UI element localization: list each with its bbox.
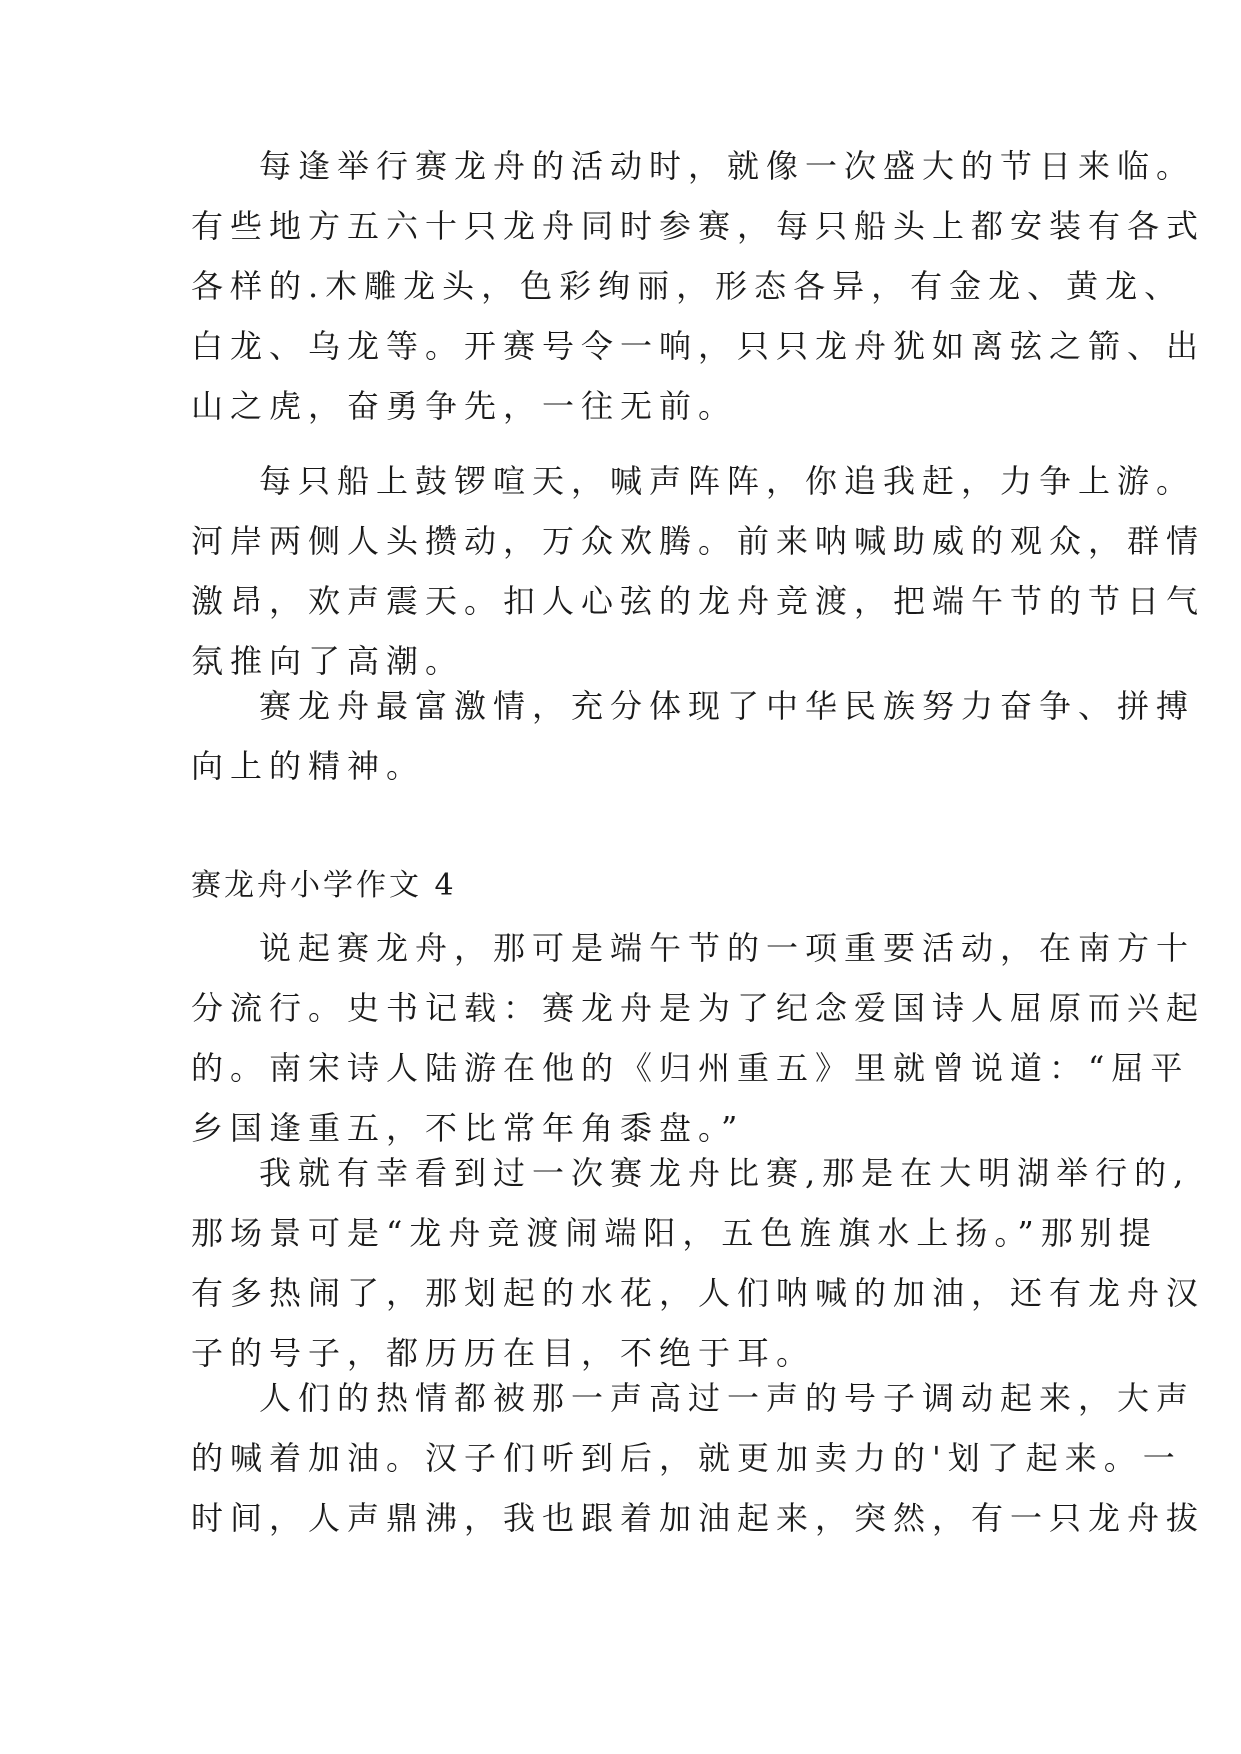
text-line: 向上的精神。 [191, 747, 426, 785]
text-line: 有些地方五六十只龙舟同时参赛，每只船头上都安装有各式 [191, 207, 1206, 245]
text-line: 赛龙舟最富激情，充分体现了中华民族努力奋争、拼搏 [259, 687, 1196, 725]
text-line: 河岸两侧人头攒动，万众欢腾。前来呐喊助威的观众，群情 [191, 522, 1206, 560]
essay-heading: 赛龙舟小学作文 4 [191, 868, 457, 903]
text-line: 时间，人声鼎沸，我也跟着加油起来，突然，有一只龙舟拔 [191, 1499, 1206, 1537]
text-line: 的喊着加油。汉子们听到后，就更加卖力的'划了起来。一 [191, 1439, 1182, 1477]
text-line: 山之虎，奋勇争先，一往无前。 [191, 387, 738, 425]
text-line: 乡国逢重五，不比常年角黍盘。” [191, 1109, 745, 1147]
text-line: 我就有幸看到过一次赛龙舟比赛,那是在大明湖举行的, [259, 1154, 1191, 1192]
text-line: 分流行。史书记载：赛龙舟是为了纪念爱国诗人屈原而兴起 [191, 989, 1206, 1027]
paragraph-daming-lake [191, 1143, 1206, 1383]
text-line: 每逢举行赛龙舟的活动时，就像一次盛大的节日来临。 [259, 147, 1196, 185]
text-line: 子的号子，都历历在目，不绝于耳。 [191, 1334, 816, 1372]
paragraph-cheering [191, 1368, 1206, 1548]
paragraph-spirit [191, 676, 1196, 796]
text-line: 各样的.木雕龙头，色彩绚丽，形态各异，有金龙、黄龙、 [191, 267, 1184, 305]
text-line: 每只船上鼓锣喧天，喊声阵阵，你追我赶，力争上游。 [259, 462, 1196, 500]
text-line: 有多热闹了，那划起的水花，人们呐喊的加油，还有龙舟汉 [191, 1274, 1206, 1312]
paragraph-festival-scene [191, 136, 1206, 436]
paragraph-race-excitement [191, 451, 1206, 691]
text-line: 人们的热情都被那一声高过一声的号子调动起来，大声 [259, 1379, 1196, 1417]
text-line: 说起赛龙舟，那可是端午节的一项重要活动，在南方十 [259, 929, 1196, 967]
text-line: 的。南宋诗人陆游在他的《归州重五》里就曾说道：“屈平 [191, 1049, 1190, 1087]
text-line: 氛推向了高潮。 [191, 642, 465, 680]
text-line: 激昂，欢声震天。扣人心弦的龙舟竞渡，把端午节的节日气 [191, 582, 1206, 620]
text-line: 白龙、乌龙等。开赛号令一响，只只龙舟犹如离弦之箭、出 [191, 327, 1206, 365]
text-line: 那场景可是“龙舟竞渡闹端阳，五色旌旗水上扬。”那别提 [191, 1214, 1158, 1252]
paragraph-history [191, 918, 1206, 1158]
